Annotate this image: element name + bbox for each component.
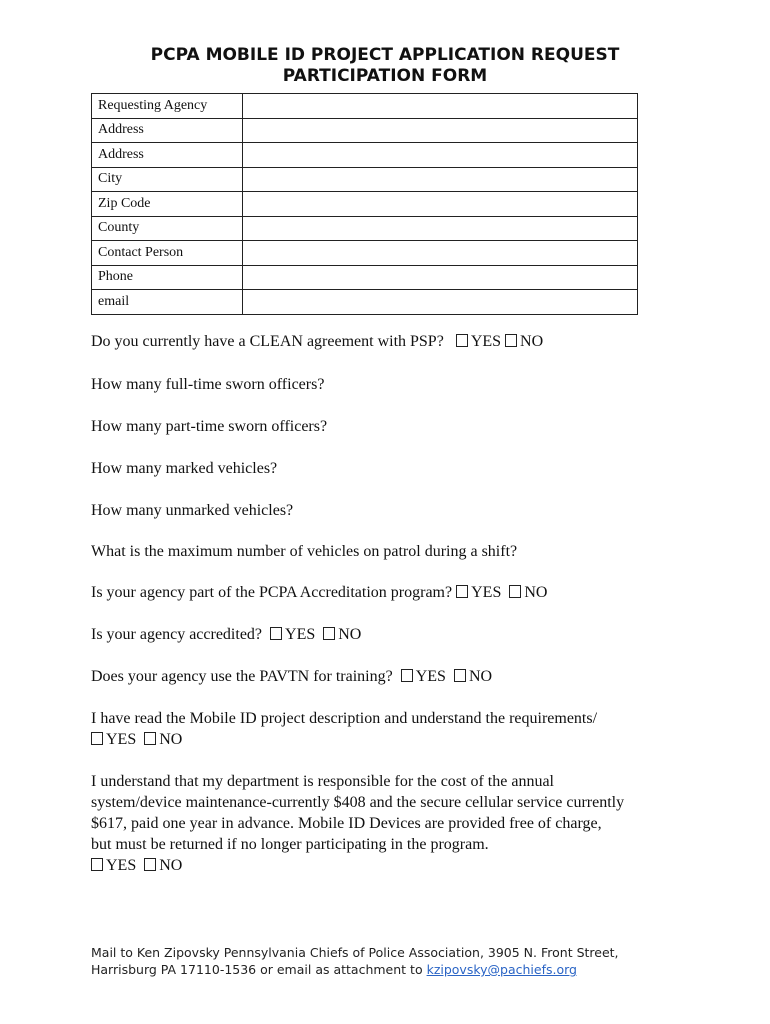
- accreditation-program-yes-checkbox[interactable]: [456, 585, 468, 598]
- field-value[interactable]: [243, 118, 638, 143]
- question-clean-agreement: [91, 331, 543, 352]
- pavtn-no-label: NO: [468, 668, 493, 685]
- pavtn-no-option[interactable]: [454, 668, 492, 685]
- contact-email-link[interactable]: kzipovsky@pachiefs.org: [426, 962, 577, 977]
- table-row: [92, 143, 638, 168]
- question-read-description: I have read the Mobile ID project description and understand the requirements/: [91, 710, 598, 727]
- field-label: Phone: [92, 265, 243, 290]
- question-accredited: [91, 624, 361, 645]
- accreditation-program-no-checkbox[interactable]: [509, 585, 521, 598]
- cost-yes-option[interactable]: [91, 857, 136, 874]
- accreditation-program-no-label: NO: [524, 584, 548, 601]
- agency-info-table: [91, 93, 638, 315]
- table-row: [92, 167, 638, 192]
- field-value[interactable]: [243, 192, 638, 217]
- field-value[interactable]: [243, 241, 638, 266]
- question-accreditation-program-text: Is your agency part of the PCPA Accreditation program?: [91, 584, 453, 601]
- accredited-no-checkbox[interactable]: [323, 627, 335, 640]
- table-row: [92, 265, 638, 290]
- table-row: [92, 192, 638, 217]
- read-description-options: [91, 729, 182, 750]
- read-description-no-label: NO: [159, 731, 183, 748]
- question-accreditation-program: [91, 582, 547, 603]
- table-row: [92, 241, 638, 266]
- field-value[interactable]: [243, 216, 638, 241]
- form-title-line-2: PARTICIPATION FORM: [282, 66, 488, 86]
- question-pavtn-text: Does your agency use the PAVTN for training?: [91, 668, 393, 685]
- pavtn-yes-checkbox[interactable]: [401, 669, 413, 682]
- cost-no-label: NO: [159, 857, 183, 874]
- question-accredited-text: Is your agency accredited?: [91, 626, 263, 643]
- form-title: [0, 45, 770, 87]
- read-description-yes-checkbox[interactable]: [91, 732, 103, 745]
- clean-no-checkbox[interactable]: [505, 334, 517, 347]
- field-label: email: [92, 290, 243, 315]
- accreditation-program-yes-option[interactable]: [456, 584, 501, 601]
- cost-line-2: system/device maintenance-currently $408 and the secure cellular service currently: [91, 794, 625, 811]
- field-label: City: [92, 167, 243, 192]
- table-row: [92, 94, 638, 119]
- accredited-yes-option[interactable]: [270, 626, 315, 643]
- field-value[interactable]: [243, 265, 638, 290]
- question-parttime-officers: How many part-time sworn officers?: [91, 418, 328, 435]
- question-pavtn: [91, 666, 492, 687]
- question-max-patrol-vehicles: What is the maximum number of vehicles on patrol during a shift?: [91, 543, 518, 560]
- question-fulltime-officers: How many full-time sworn officers?: [91, 376, 325, 393]
- accredited-yes-checkbox[interactable]: [270, 627, 282, 640]
- footer-line-2: [91, 961, 711, 978]
- pavtn-yes-label: YES: [415, 668, 446, 685]
- form-title-line-1: PCPA MOBILE ID PROJECT APPLICATION REQUEST: [150, 45, 620, 65]
- question-clean-text: Do you currently have a CLEAN agreement with PSP?: [91, 333, 444, 350]
- accredited-yes-label: YES: [285, 626, 316, 643]
- field-value[interactable]: [243, 94, 638, 119]
- pavtn-no-checkbox[interactable]: [454, 669, 466, 682]
- field-label: Zip Code: [92, 192, 243, 217]
- cost-yes-label: YES: [106, 857, 137, 874]
- footer-line-2-text: Harrisburg PA 17110-1536 or email as attachment to: [91, 962, 427, 977]
- accreditation-program-yes-label: YES: [471, 584, 502, 601]
- mailing-footer: [91, 944, 711, 978]
- clean-no-label: NO: [520, 333, 544, 350]
- read-description-no-checkbox[interactable]: [144, 732, 156, 745]
- cost-acknowledgement: [91, 771, 691, 876]
- field-label: Address: [92, 118, 243, 143]
- field-label: Contact Person: [92, 241, 243, 266]
- accreditation-program-no-option[interactable]: [509, 584, 547, 601]
- cost-yes-checkbox[interactable]: [91, 858, 103, 871]
- field-value[interactable]: [243, 167, 638, 192]
- table-row: [92, 216, 638, 241]
- clean-no-option[interactable]: [505, 333, 543, 350]
- read-description-yes-option[interactable]: [91, 731, 136, 748]
- cost-line-1: I understand that my department is responsible for the cost of the annual: [91, 773, 554, 790]
- cost-options: [91, 855, 691, 876]
- question-unmarked-vehicles: How many unmarked vehicles?: [91, 502, 294, 519]
- field-label: County: [92, 216, 243, 241]
- cost-no-checkbox[interactable]: [144, 858, 156, 871]
- question-marked-vehicles: How many marked vehicles?: [91, 460, 278, 477]
- cost-line-4: but must be returned if no longer participating in the program.: [91, 836, 489, 853]
- footer-line-1: Mail to Ken Zipovsky Pennsylvania Chiefs of Police Association, 3905 N. Front Street,: [91, 945, 619, 960]
- field-label: Requesting Agency: [92, 94, 243, 119]
- read-description-no-option[interactable]: [144, 731, 182, 748]
- clean-yes-option[interactable]: [456, 333, 501, 350]
- field-value[interactable]: [243, 290, 638, 315]
- pavtn-yes-option[interactable]: [401, 668, 446, 685]
- field-value[interactable]: [243, 143, 638, 168]
- clean-yes-label: YES: [470, 333, 502, 350]
- accredited-no-option[interactable]: [323, 626, 361, 643]
- cost-line-3: $617, paid one year in advance. Mobile ID Devices are provided free of charge,: [91, 815, 602, 832]
- clean-yes-checkbox[interactable]: [456, 334, 468, 347]
- table-row: [92, 118, 638, 143]
- field-label: Address: [92, 143, 243, 168]
- cost-no-option[interactable]: [144, 857, 182, 874]
- table-row: [92, 290, 638, 315]
- read-description-yes-label: YES: [106, 731, 137, 748]
- accredited-no-label: NO: [338, 626, 362, 643]
